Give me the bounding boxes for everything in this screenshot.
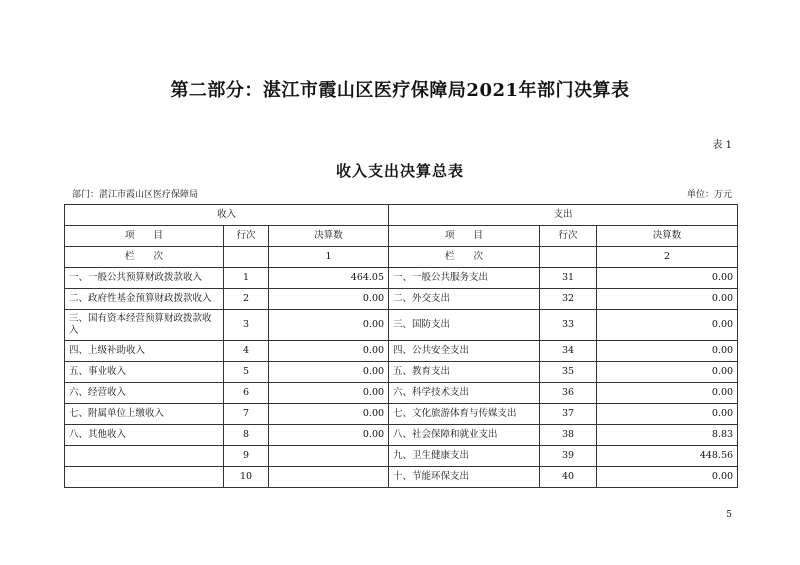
expense-item: 一、一般公共服务支出 — [389, 268, 540, 289]
expense-amount: 0.00 — [597, 268, 738, 289]
income-item: 四、上级补助收入 — [65, 341, 224, 362]
table-title: 收入支出决算总表 — [335, 162, 464, 180]
income-row-no: 10 — [224, 467, 269, 488]
expense-amount-header: 决算数 — [597, 226, 738, 247]
income-amount — [269, 467, 389, 488]
income-expense-table — [64, 204, 738, 488]
income-row-no: 4 — [224, 341, 269, 362]
expense-amount: 8.83 — [597, 425, 738, 446]
table-row — [65, 289, 738, 310]
table-row — [65, 310, 738, 341]
expense-item: 三、国防支出 — [389, 310, 540, 341]
income-item: 五、事业收入 — [65, 362, 224, 383]
income-item: 七、附属单位上缴收入 — [65, 404, 224, 425]
expense-row-no: 32 — [540, 289, 597, 310]
income-amount: 0.00 — [269, 341, 389, 362]
income-amount: 0.00 — [269, 289, 389, 310]
income-row-no: 5 — [224, 362, 269, 383]
income-row-no: 1 — [224, 268, 269, 289]
expense-row-no: 40 — [540, 467, 597, 488]
table-row — [65, 467, 738, 488]
expense-row-no: 34 — [540, 341, 597, 362]
table-row — [65, 404, 738, 425]
expense-column-empty — [540, 247, 597, 268]
income-amount: 0.00 — [269, 310, 389, 341]
table-row — [65, 383, 738, 404]
expense-row-no: 35 — [540, 362, 597, 383]
department-label: 部门：湛江市霞山区医疗保障局 — [72, 190, 199, 200]
expense-item-header: 项 目 — [389, 226, 540, 247]
income-column-label: 栏 次 — [65, 247, 224, 268]
expense-item: 四、公共安全支出 — [389, 341, 540, 362]
income-row-no: 6 — [224, 383, 269, 404]
table-row — [65, 341, 738, 362]
income-amount: 0.00 — [269, 404, 389, 425]
expense-column-index: 2 — [597, 247, 738, 268]
expense-item: 七、文化旅游体育与传媒支出 — [389, 404, 540, 425]
table-number: 表 1 — [712, 140, 732, 151]
expense-item: 十、节能环保支出 — [389, 467, 540, 488]
expense-row-no: 39 — [540, 446, 597, 467]
expense-amount: 0.00 — [597, 341, 738, 362]
income-row-no: 3 — [224, 310, 269, 341]
income-row-no: 8 — [224, 425, 269, 446]
table-column-header-row — [65, 226, 738, 247]
expense-row-no: 33 — [540, 310, 597, 341]
expense-item: 二、外交支出 — [389, 289, 540, 310]
expense-amount: 0.00 — [597, 383, 738, 404]
expense-row-no: 37 — [540, 404, 597, 425]
income-amount: 0.00 — [269, 425, 389, 446]
table-row — [65, 446, 738, 467]
expense-row-no: 31 — [540, 268, 597, 289]
income-amount: 0.00 — [269, 383, 389, 404]
expense-item: 九、卫生健康支出 — [389, 446, 540, 467]
table-group-header-row — [65, 205, 738, 226]
income-row-no: 2 — [224, 289, 269, 310]
income-row-no: 9 — [224, 446, 269, 467]
income-row-no-header: 行次 — [224, 226, 269, 247]
expense-amount: 448.56 — [597, 446, 738, 467]
income-column-empty — [224, 247, 269, 268]
expense-amount: 0.00 — [597, 404, 738, 425]
income-group-header: 收入 — [65, 205, 389, 226]
income-amount-header: 决算数 — [269, 226, 389, 247]
income-item-header: 项 目 — [65, 226, 224, 247]
expense-amount: 0.00 — [597, 362, 738, 383]
table-row — [65, 268, 738, 289]
income-amount: 464.05 — [269, 268, 389, 289]
income-item: 六、经营收入 — [65, 383, 224, 404]
income-row-no: 7 — [224, 404, 269, 425]
page-title: 第二部分：湛江市霞山区医疗保障局2021年部门决算表 — [170, 80, 630, 101]
unit-label: 单位：万元 — [686, 190, 732, 200]
income-item — [65, 446, 224, 467]
expense-amount: 0.00 — [597, 289, 738, 310]
expense-group-header: 支出 — [389, 205, 738, 226]
income-item: 八、其他收入 — [65, 425, 224, 446]
expense-item: 八、社会保障和就业支出 — [389, 425, 540, 446]
table-row — [65, 425, 738, 446]
expense-item: 五、教育支出 — [389, 362, 540, 383]
income-amount: 0.00 — [269, 362, 389, 383]
expense-row-no: 38 — [540, 425, 597, 446]
expense-column-label: 栏 次 — [389, 247, 540, 268]
expense-amount: 0.00 — [597, 467, 738, 488]
income-item: 一、一般公共预算财政拨款收入 — [65, 268, 224, 289]
table-column-index-row — [65, 247, 738, 268]
page-number: 5 — [726, 510, 732, 520]
income-item: 二、政府性基金预算财政拨款收入 — [65, 289, 224, 310]
expense-amount: 0.00 — [597, 310, 738, 341]
table-row — [65, 362, 738, 383]
income-item: 三、国有资本经营预算财政拨款收入 — [65, 310, 224, 341]
expense-row-no-header: 行次 — [540, 226, 597, 247]
income-amount — [269, 446, 389, 467]
expense-row-no: 36 — [540, 383, 597, 404]
income-item — [65, 467, 224, 488]
income-column-index: 1 — [269, 247, 389, 268]
expense-item: 六、科学技术支出 — [389, 383, 540, 404]
